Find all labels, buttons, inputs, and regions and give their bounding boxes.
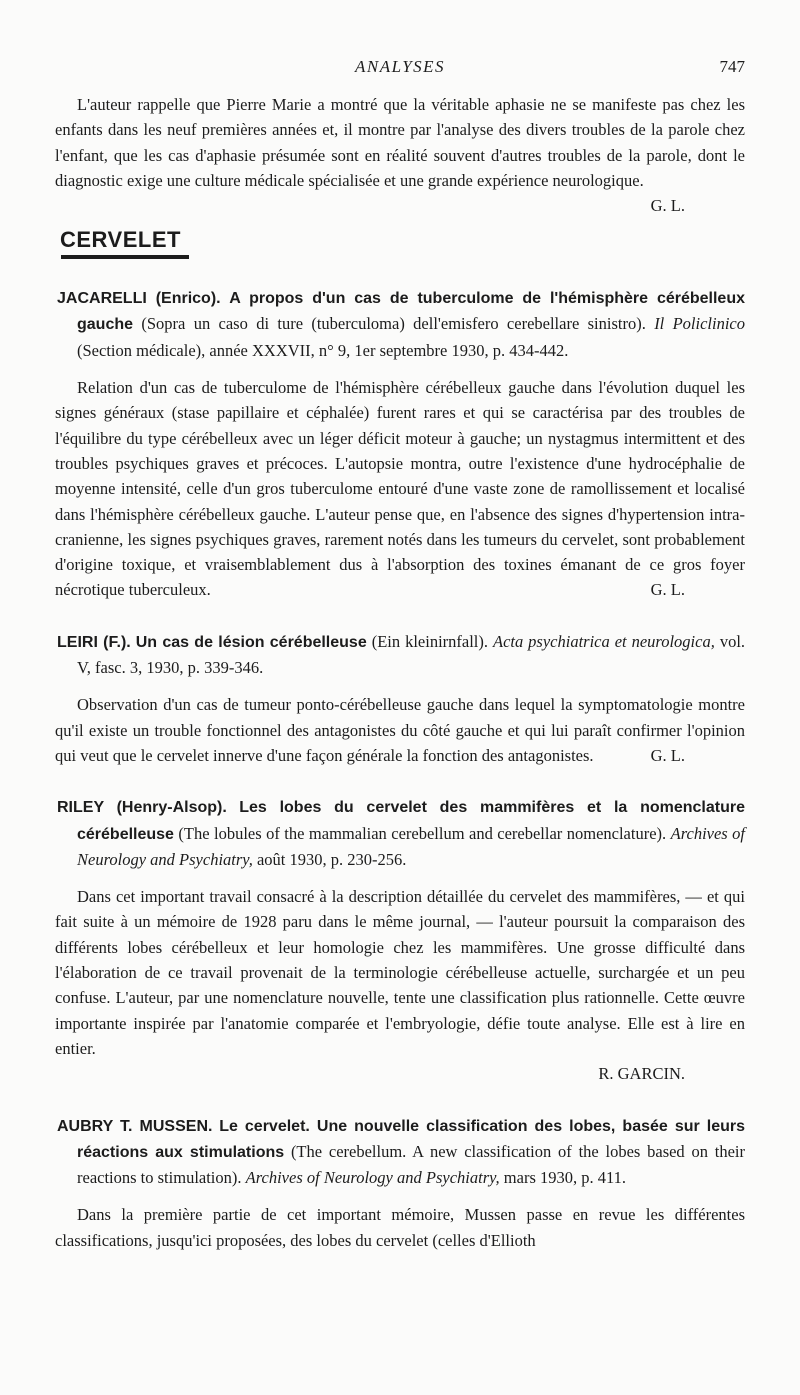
entry-abstract-text: Observation d'un cas de tumeur ponto-cérébelleuse gauche dans lequel la symptomatologie montre qu'il existe un trouble fonctionnel des antagonistes du côté gauche et qui lui paraît confirmer l'opinion qui veut que le cervelet innerve d'une façon générale la fonction des antagonistes. [55,695,745,765]
entry-original-title: (The lobules of the mammalian cerebellum and cerebellar nomenclature). [178,823,667,843]
entry-author: RILEY (Henry-Alsop). [57,799,227,817]
review-entry [55,629,745,768]
review-entry [55,794,745,1086]
review-entry [55,1113,745,1253]
entry-signature: R. GARCIN. [598,1064,685,1084]
entry-title: A propos d'un cas de tuberculome de l'hémisphère cérébelleux gauche [77,290,746,334]
entry-citation [55,1113,745,1191]
entry-abstract [55,884,745,1061]
entry-reference: mars 1930, p. 411. [503,1168,627,1188]
entry-abstract-text: Dans la première partie de cet important mémoire, Mussen passe en revue les différentes classifications, jusqu'ici proposées, des lobes du cervelet (celles d'Ellioth [55,1205,745,1250]
entry-citation [55,629,745,681]
entry-title: Le cervelet. Une nouvelle classification des lobes, basée sur leurs réactions aux stimulations [77,1117,746,1161]
entry-journal: Acta psychiatrica et neurologica, [492,631,715,651]
section-underline [61,255,189,259]
entry-journal: Archives of Neurology and Psychiatry, [245,1168,500,1188]
entry-original-title: (Ein kleinirnfall). [371,631,489,651]
running-title: ANALYSES [354,57,446,76]
page-header [55,57,745,79]
intro-text: L'auteur rappelle que Pierre Marie a montré que la véritable aphasie ne se manifeste pas chez les enfants dans les neuf premières années et, il montre par l'analyse des divers troubles de la parole chez l'enfant, que les cas d'aphasie présumée sont en réalité souvent d'autres troubles de la parole, dont le diagnostic exige une culture médicale spécialisée et une grande expérience neurologique. [55,95,745,190]
entry-signature: G. L. [650,580,685,600]
entry-citation [55,794,745,872]
entry-journal: Archives of Neurology and Psychiatry, [77,823,746,869]
entry-title: Les lobes du cervelet des mammifères et la nomenclature cérébelleuse [77,799,746,843]
entry-abstract-text: Dans cet important travail consacré à la description détaillée du cervelet des mammifères, — et qui fait suite à un mémoire de 1928 paru dans le même journal, — l'auteur poursuit la comparaison des différents lobes cérébelleux et leur homologie chez les mammifères. Une grosse difficulté dans l'élaboration de ce travail provenait de la terminologie cérébelleuse actuelle, surchargée et un peu confuse. L'auteur, par une nomenclature nouvelle, tente une classification plus rationnelle. Cette œuvre importante inspirée par l'anatomie comparée et l'embryologie, défie toute analyse. Elle est à lire en entier. [55,887,745,1058]
entry-abstract [55,1202,745,1253]
entry-title: Un cas de lésion cérébelleuse [135,633,367,651]
entry-reference: vol. V, fasc. 3, 1930, p. 339-346. [77,631,746,678]
entry-abstract-text: Relation d'un cas de tuberculome de l'hémisphère cérébelleux gauche dans l'évolution duquel les signes généraux (stase papillaire et céphalée) furent rares et qui se caractérisa par des troubles de l'équilibre du type cérébelleux avec un léger déficit moteur à gauche; un nystagmus intermittent et des troubles psychiques graves et précoces. L'autopsie montra, outre l'existence d'une hydrocéphalie de moyenne intensité, celle d'un gros tuberculome entouré d'une vaste zone de ramollissement et localisé dans l'hémisphère cérébelleux gauche. L'auteur pense que, en l'absence des signes d'hypertension intra-cranienne, les signes psychiques graves, rarement notés dans les tumeurs du cervelet, sont probablement d'origine toxique, et vraisemblablement dus à l'absorption des toxines émanant de ce gros foyer nécrotique tuberculeux. [55,378,745,600]
review-entry [55,285,745,603]
entry-signature: G. L. [650,745,685,765]
entry-original-title: (Sopra un caso di ture (tuberculoma) dell'emisfero cerebellare sinistro). [141,314,646,334]
entry-abstract [55,692,745,768]
entry-reference: août 1930, p. 230-256. [256,849,407,869]
intro-paragraph [55,92,745,216]
intro-signature: G. L. [650,196,685,216]
entry-original-title: (The cerebellum. A new classification of the lobes based on their reactions to stimulation). [77,1141,745,1188]
entry-reference: (Section médicale), année XXXVII, n° 9, 1er septembre 1930, p. 434-442. [77,340,569,360]
page-content [55,92,745,1253]
entry-author: AUBRY T. MUSSEN. [57,1117,213,1135]
section-title: CERVELET [60,227,181,253]
entry-citation [55,285,745,363]
entry-journal: Il Policlinico [654,314,746,334]
entry-abstract [55,375,745,603]
page-number: 747 [719,57,745,76]
entry-author: LEIRI (F.). [57,633,131,651]
entry-author: JACARELLI (Enrico). [57,290,221,308]
